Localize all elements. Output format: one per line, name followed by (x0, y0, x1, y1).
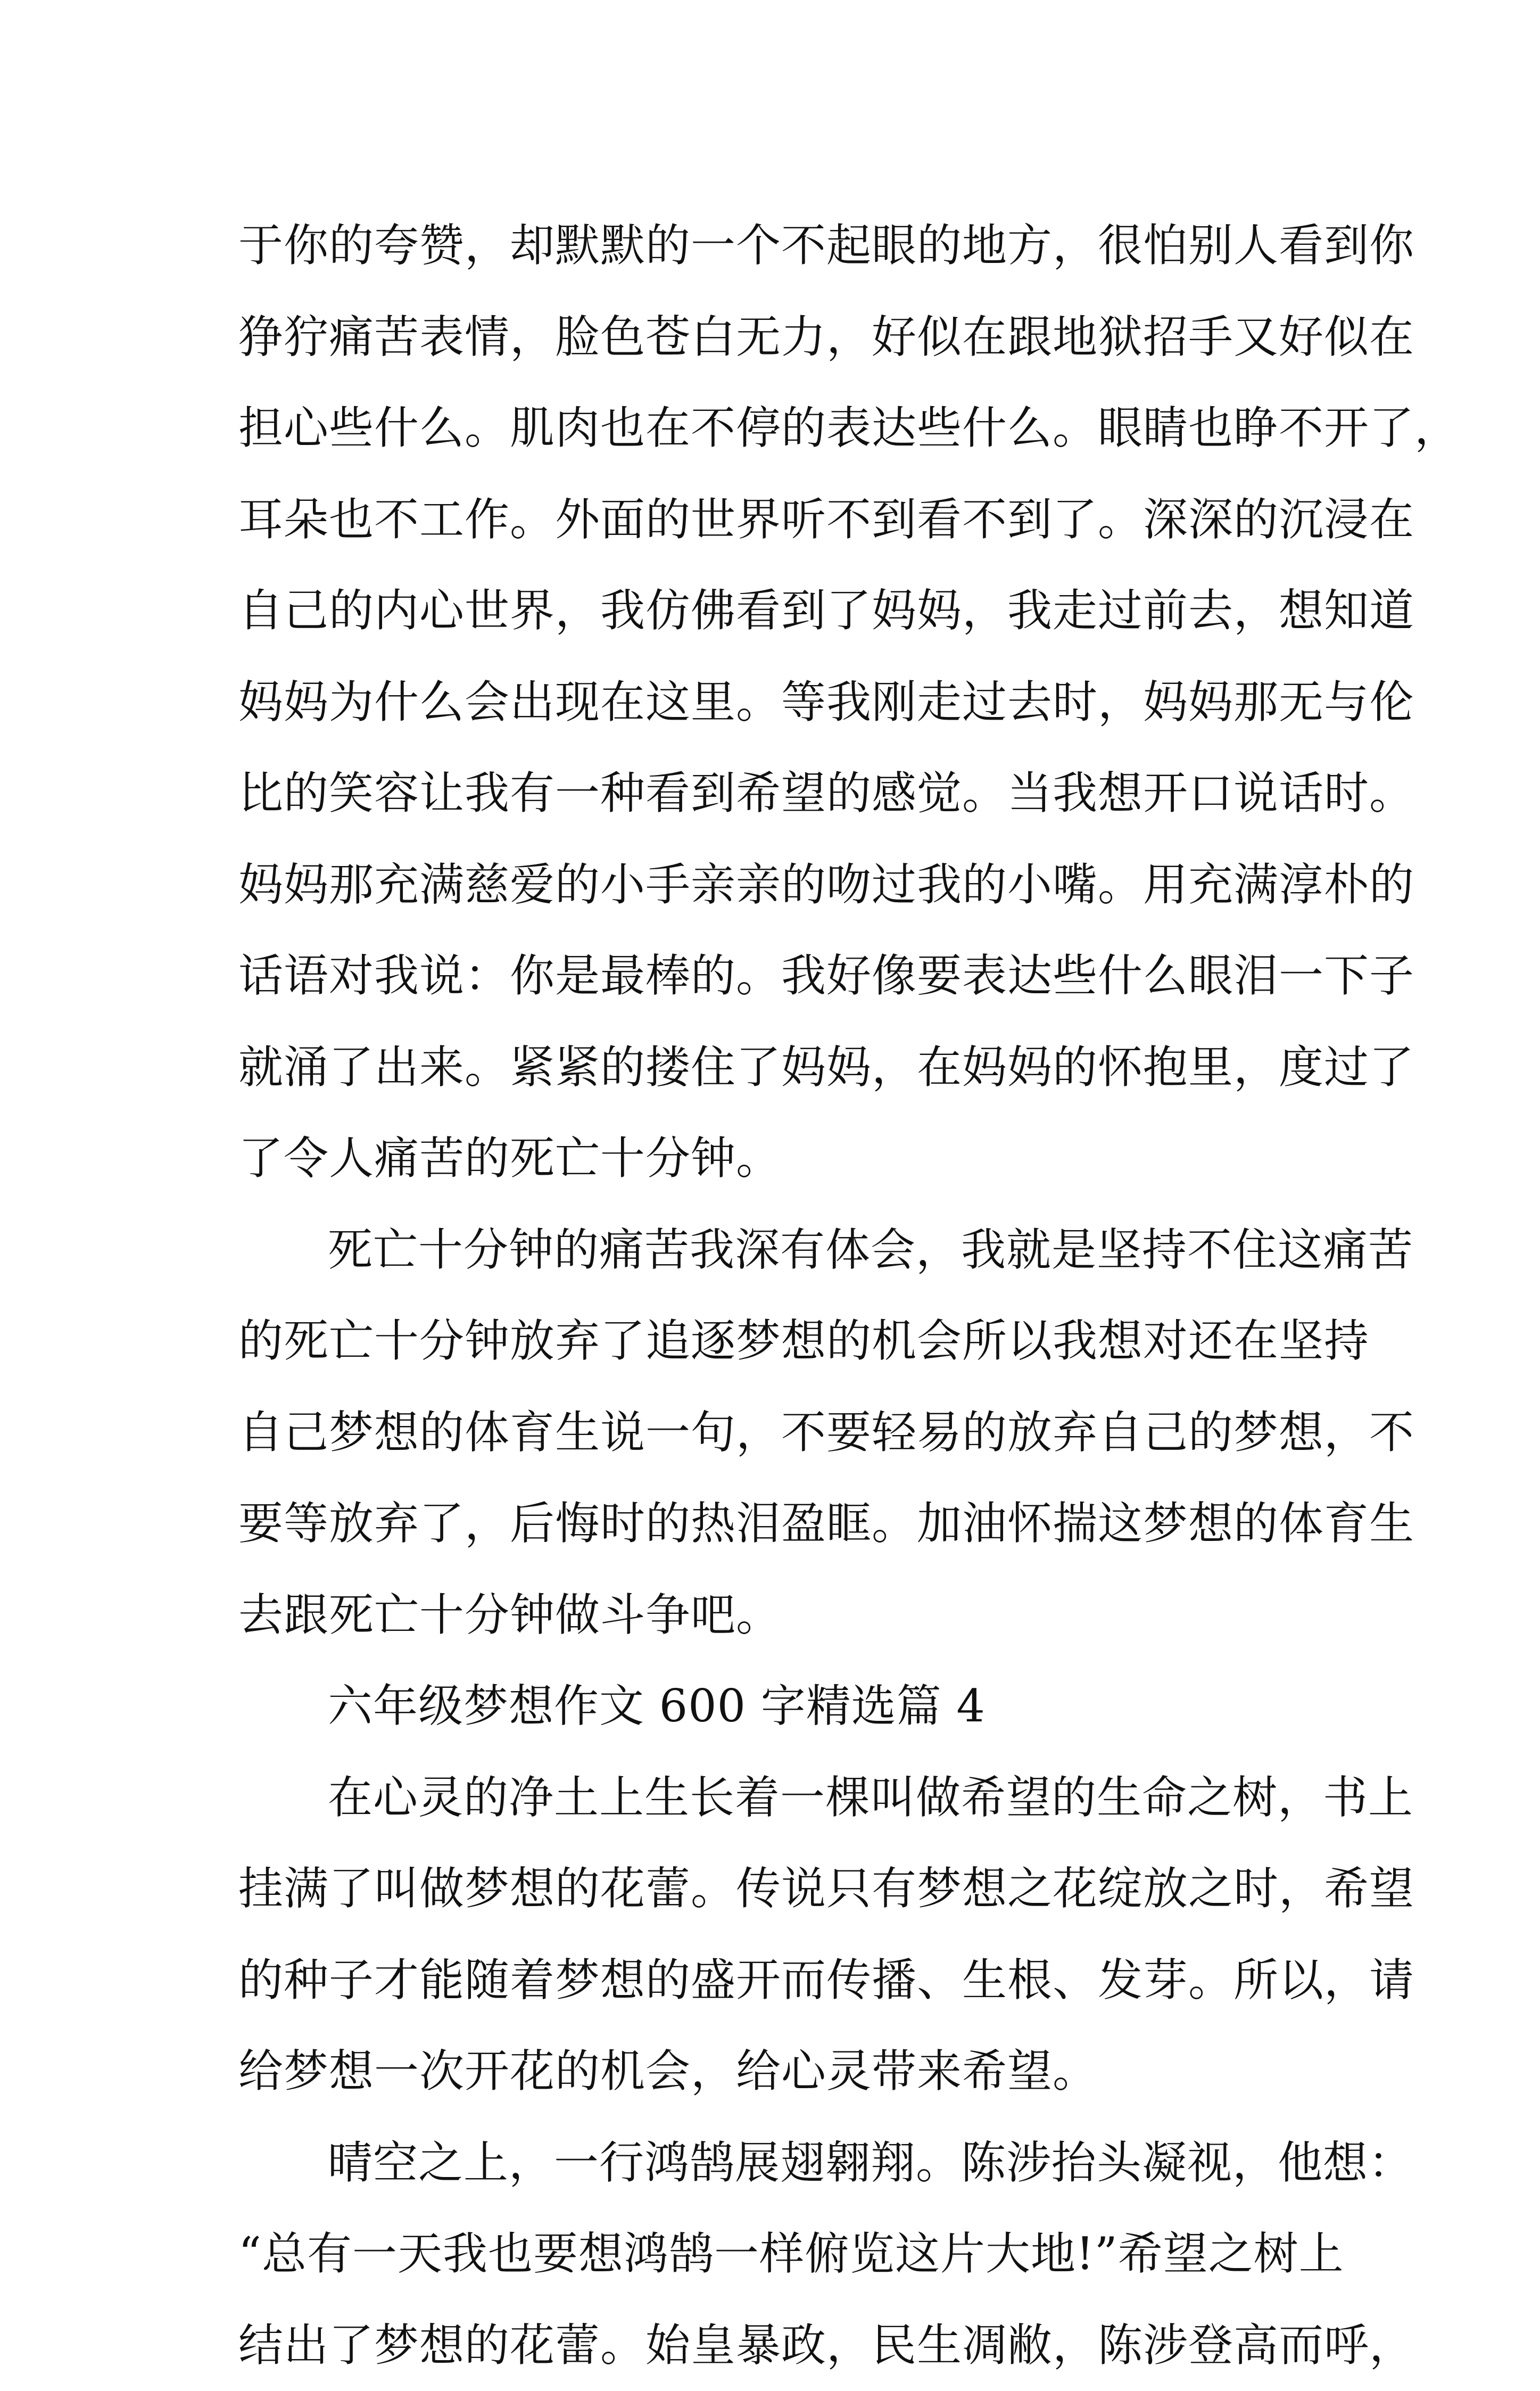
text-line: 自己的内心世界，我仿佛看到了妈妈，我走过前去，想知道 (238, 565, 1329, 657)
text-line: 在心灵的净土上生长着一棵叫做希望的生命之树，书上 (238, 1752, 1329, 1844)
text-line: 要等放弃了，后悔时的热泪盈眶。加油怀揣这梦想的体育生 (238, 1478, 1329, 1570)
text-line: 死亡十分钟的痛苦我深有体会，我就是坚持不住这痛苦 (238, 1205, 1329, 1296)
text-line: 去跟死亡十分钟做斗争吧。 (238, 1570, 1329, 1661)
paragraph-2 (238, 1205, 1329, 1661)
text-line: 于你的夸赞，却默默的一个不起眼的地方，很怕别人看到你 (238, 200, 1329, 292)
heading-line: 六年级梦想作文 600 字精选篇 4 (238, 1661, 1329, 1752)
text-line: 结出了梦想的花蕾。始皇暴政，民生凋敝，陈涉登高而呼， (238, 2300, 1329, 2391)
text-line: 担心些什么。肌肉也在不停的表达些什么。眼睛也睁不开了， (238, 383, 1329, 474)
text-line: 耳朵也不工作。外面的世界听不到看不到了。深深的沉浸在 (238, 474, 1329, 566)
text-line: 了令人痛苦的死亡十分钟。 (238, 1113, 1329, 1205)
text-line: 晴空之上，一行鸿鹄展翅翱翔。陈涉抬头凝视，他想： (238, 2117, 1329, 2209)
text-line: 就涌了出来。紧紧的搂住了妈妈，在妈妈的怀抱里，度过了 (238, 1022, 1329, 1114)
paragraph-3 (238, 1752, 1329, 2117)
text-line: 话语对我说：你是最棒的。我好像要表达些什么眼泪一下子 (238, 930, 1329, 1022)
text-line: 挂满了叫做梦想的花蕾。传说只有梦想之花绽放之时，希望 (238, 1843, 1329, 1935)
paragraph-1 (238, 200, 1329, 1205)
text-line: 的死亡十分钟放弃了追逐梦想的机会所以我想对还在坚持 (238, 1296, 1329, 1387)
text-line: 狰狞痛苦表情，脸色苍白无力，好似在跟地狱招手又好似在 (238, 292, 1329, 383)
text-line: “总有一天我也要想鸿鹄一样俯览这片大地!”希望之树上 (238, 2208, 1329, 2300)
section-heading (238, 1661, 1329, 1752)
text-line: 比的笑容让我有一种看到希望的感觉。当我想开口说话时。 (238, 748, 1329, 839)
text-line: 给梦想一次开花的机会，给心灵带来希望。 (238, 2026, 1329, 2117)
text-line: 的种子才能随着梦想的盛开而传播、生根、发芽。所以，请 (238, 1935, 1329, 2026)
text-line: 妈妈那充满慈爱的小手亲亲的吻过我的小嘴。用充满淳朴的 (238, 839, 1329, 931)
text-line: 自己梦想的体育生说一句，不要轻易的放弃自己的梦想，不 (238, 1387, 1329, 1479)
text-line: 妈妈为什么会出现在这里。等我刚走过去时，妈妈那无与伦 (238, 657, 1329, 748)
paragraph-4 (238, 2117, 1329, 2391)
document-body (238, 200, 1329, 2391)
